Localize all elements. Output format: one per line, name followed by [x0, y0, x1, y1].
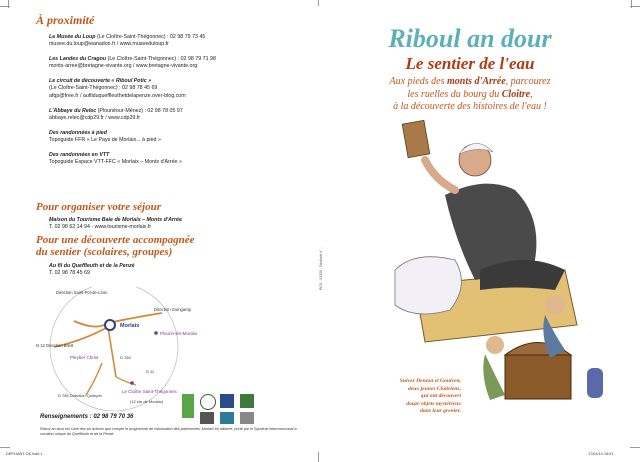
cover-subtitle-title: Le sentier de l'eau	[405, 54, 535, 73]
map-label-d785: D 785 Direction Quimper	[58, 393, 103, 398]
plourin-marker-icon	[154, 331, 158, 335]
entry-musee-du-loup: Le Musée du Loup (Le Cloître-Saint-Thégonnec) : 02 98 79 73 45 musee.du.loup@wanadoo.fr / www.museeduloup.fr	[49, 34, 206, 48]
map-label-morlaix: Morlaix	[120, 323, 140, 329]
cover-title: Riboul an dour	[388, 24, 552, 53]
map-label-d769: D 769	[120, 355, 131, 360]
crop-mark	[318, 452, 319, 462]
laundry-pile	[395, 257, 461, 314]
treasure-chest	[505, 355, 571, 399]
crop-mark	[8, 0, 9, 8]
entry-randonnees-pied: Des randonnées à pied Topoguide FFR « Le Pays de Morlaix... à pied »	[49, 130, 161, 144]
logo-icon	[200, 394, 216, 410]
logo-icon	[220, 394, 234, 408]
slug-left: DEPLIANT-OK.indd 1	[6, 452, 43, 456]
entry-abbaye-du-relec: L'Abbaye du Relec (Plounéour-Ménez) : 02 98 78 05 97 abbaye.relec@cdp29.fr / www.cdp29.fr	[49, 108, 183, 122]
map-label-pleyber: Pleyber Christ	[70, 355, 99, 360]
child-head	[486, 336, 504, 354]
entry-riboul-potic: Le circuit de découverte « Riboul Potic » (Le Cloître-Saint-Thégonnec) : 02 98 78 45 69 afqp@free.fr / aufilduqueffleuthetdelapenze.over-blog.com	[49, 78, 186, 99]
heading-a-proximite: À proximité	[36, 13, 95, 27]
map-label-plourin: Plourin-lès-Morlaix	[160, 331, 198, 336]
woman-arm	[425, 160, 455, 190]
entry-randonnees-vtt: Des randonnées en VTT Topoguide Espace VTT-FFC « Morlaix – Monts d'Arrée »	[49, 152, 182, 166]
cloitre-marker-icon	[130, 381, 134, 385]
washing-paddle	[402, 120, 430, 157]
left-panel	[36, 14, 308, 446]
map-label-guingamp: Direction Guingamp	[154, 307, 192, 312]
cover-caption: Suivez Deneza et Goulven, deux jeunes Cloîtriens, qui ont découvert douze objets mystérieux dans leur grenier.	[399, 378, 461, 415]
logo-icon	[200, 412, 214, 424]
renseignements: Renseignements : 02 98 79 70 36	[40, 414, 134, 420]
map-label-saint-pol: Direction Saint-Pol-de-Léon	[56, 290, 108, 295]
logo-icon	[182, 394, 194, 418]
entry-maison-tourisme: Maison du Tourisme Baie de Morlaix – Monts d'Arrée T. 02 98 62 14 94 - www.tourisme-morlaix.fr	[49, 217, 182, 231]
vertical-credit: RCS : 24320 · Dépliant n° ...	[319, 245, 323, 290]
heading-decouverte: Pour une découverte accompagnée du sentier (scolaires, groupes)	[36, 234, 195, 258]
map-label-km: (12 km de Morlaix)	[130, 399, 164, 404]
cover-tagline: Aux pieds des monts d'Arrée, parcourez les ruelles du bourg du Cloître, à la découverte des histoires de l'eau !	[389, 76, 551, 112]
cover-panel	[325, 0, 615, 462]
map-label-brest: N 12 Direction Brest	[36, 343, 74, 348]
morlaix-marker-icon	[105, 320, 115, 330]
crop-mark	[0, 447, 10, 448]
logo-icon	[220, 412, 234, 424]
partner-logos	[178, 388, 312, 426]
logo-icon	[240, 394, 254, 408]
crop-mark	[630, 447, 640, 448]
logo-icon	[240, 412, 254, 424]
child-head	[545, 295, 565, 315]
entry-landes-du-cragou: Les Landes du Cragou (Le Cloître-Saint-Thégonnec) : 02 98 79 71 98 monts-arree@bretagne-vivante.org / www.bretagne-vivante.org	[49, 56, 216, 70]
small-print: Riboul an dour est l'une des six actions que compte le programme de valorisation des patrimoines, Morlaix en alliance, porté par le Syndicat intercommunal à vocation unique du Queffleuth et de la Penzé	[40, 427, 297, 436]
map-label-d11: D 11	[146, 369, 155, 374]
crop-mark	[318, 0, 319, 6]
map-label-cloitre: Le Cloître Saint-Thégonnec	[122, 389, 178, 394]
slug-right: 17/01/14 16:01	[588, 452, 614, 456]
heading-organiser-sejour: Pour organiser votre séjour	[36, 201, 161, 213]
entry-queffleuth: Au fil du Queffleuth et de la Penzé T. 02 98 78 45 69	[49, 263, 135, 277]
crop-mark	[631, 0, 632, 8]
child-body	[483, 354, 505, 400]
vase	[587, 368, 603, 398]
